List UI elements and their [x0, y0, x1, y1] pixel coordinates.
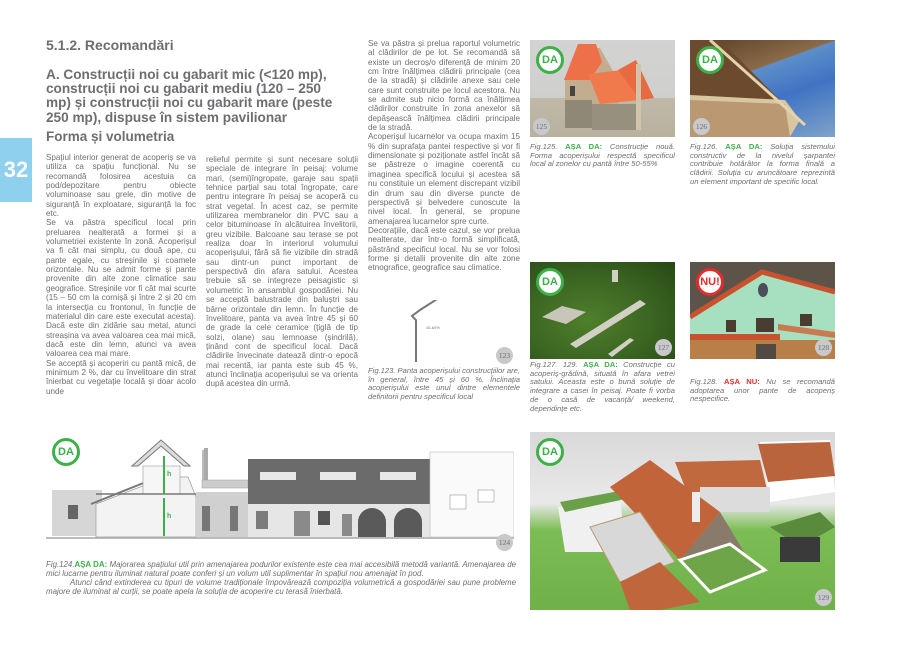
approval-badge-da: DA [696, 46, 724, 74]
photo-roof-structure [690, 40, 835, 137]
svg-text:h: h [167, 513, 172, 520]
figure-caption-123: Fig.123. Panta acoperișului construcțiilor are, în general, între 45 și 60 %. Înclinația acoperișului este unul dintre elementele definitorii pentru specificul local [368, 366, 520, 402]
figure-number-badge: 127 [655, 339, 672, 356]
figure-caption-125: Fig.125. AȘA DA: Construcție nouă. Forma acoperișului respectă specificul local al zonelor cu pantă între 50-55% [530, 142, 675, 169]
figure-number-badge: 126 [693, 118, 710, 135]
text-column-2 [206, 155, 358, 389]
photo-new-house-render [530, 40, 675, 137]
page-number-tab [0, 138, 32, 202]
paragraph: Spațiul interior generat de acoperiș se va utiliza ca spațiu funcțional. Nu se recomandă folosirea acestuia ca pod/depozitare pentru obiecte voluminoase sau grele, din motive de siguranță în exploatare, siguranță la foc etc. [46, 153, 196, 219]
approval-badge-da: DA [536, 46, 564, 74]
paragraph: Se va păstra și prelua raportul volumetric al clădirilor de pe lot. Se recomandă să existe un decroș/o diferență de minim 20 cm între înălțimea clădirii principale (cea de la stradă) și clădirile anexe sau cele care sunt construite pe locul acestora. Nu se admite sub nicio formă ca înălțimea clădirilor construite în zona anexelor să depășească înălțimea clădirii principale de la stradă. [368, 39, 520, 133]
figure-caption-126: Fig.126. AȘA DA: Soluția sistemului constructiv de la nivelul șarpantei contribuie hotărâtor la forma finală a clădirii. Soluția cu aruncătoare reprezintă un element important de specific local. [690, 142, 835, 186]
paragraph: Se va păstra specificul local prin preluarea nealterată a formei și a volumetriei existente în zonă. Acoperișul va fi cât mai simplu, cu două ape, cu pante egale, cu streșinile și coamele orizontale. Nu se admit forme și pante provenite din alte zone climatice sau geografice. Streșinile vor fi cât mai scurte (15 – 50 cm la cornișă și între 2 și 20 cm la intersecția cu frontonul, în funcție de materialul din care este executat acesta). Dacă este din zidărie sau metal, atunci streașina va avea valoarea cea mai mică, dacă este din lemn, atunci va avea valoarea cea mai mare. [46, 218, 196, 359]
paragraph: Se acceptă și acoperiri cu pantă mică, de minimum 2 %, dar cu învelitoare din strat înierbat cu vegetație locală și doar acolo unde [46, 358, 196, 396]
paragraph: relieful permite și sunt necesare soluții speciale de integrare în peisaj: volume mari, (semi)îngropate, garaje sau spații tehnice parțial sau total îngropate, care pentru integrare în peisaj se acoperă cu strat vegetal. În acest caz, se permite utilizarea membranelor din PVC sau a celor bituminoase în alcătuirea învelitorii, greu vizibile. Balcoane sau terase se pot realiza doar în interiorul volumului acoperișului, fără să fie vizibile din stradă sau dintr-un punct important de perspectivă din afara satului. Acestea trebuie să se integreze peisagistic și volumetric în ansamblul gospodăriei. Nu se acceptă balustrade din baluștri sau bârne orizontale din lemn. În funcție de învelitoare, panta va avea între 45 și 60 de grade la cele ceramice (țiglă de tip solzi, olane) sau lemnoase (șindrilă), ținând cont de specificul local. Dacă clădirile învecinate datează dintr-o epocă mai recentă, iar panta este sub 45 %, atunci înclinația acoperișului se va orienta după acestea din urmă. [206, 155, 358, 389]
figure-number-badge: 129 [815, 589, 832, 606]
roof-slope-diagram [368, 300, 518, 362]
approval-badge-da: DA [536, 268, 564, 296]
figure-caption-128: Fig.128. AȘA NU: Nu se recomandă adoptarea unor pante de acoperiș nespecifice. [690, 377, 835, 404]
approval-badge-da: DA [52, 438, 80, 466]
render-house-green-terrace [530, 432, 835, 610]
svg-text:h: h [167, 471, 172, 478]
subsection-title: Forma și volumetria [46, 129, 175, 144]
figure-number-badge: 123 [496, 347, 513, 364]
chapter-title: A. Construcții noi cu gabarit mic (<120 mp), construcții noi cu gabarit mediu (120 – 250 mp) și construcții noi cu gabarit mare (peste 250 mp), dispuse în sistem pavilionar [46, 67, 333, 125]
figure-caption-127: Fig.127. 129. AȘA DA: Construcție cu acoperiș-grădină, situată în afara vetrei satului. Aceasta este o bună soluție de integrare a casei în peisaj. Poate fi vorba de o casă de vacanță/ weekend, dependințe etc. [530, 360, 675, 413]
rejection-badge-nu: NU! [696, 268, 724, 296]
text-column-3 [368, 39, 520, 273]
page-number: 32 [3, 157, 29, 182]
figure-caption-124: Fig.124.AȘA DA: Majorarea spațiului util prin amenajarea podurilor existente este cea mai accesibilă metodă variantă. Amenajarea de mici lucarne pentru iluminat natural poate conferi și un volum util suplimentar în spațiul nou amenajat în pod. Atunci când extinderea cu tipuri de volume tradiționale împovărează compoziția volumetrică a gospodăriei sau pune probleme majore de iluminat al curții, se poate apela la soluția de acoperire cu terasă înierbată. [46, 560, 517, 596]
text-column-1 [46, 153, 196, 396]
photo-bad-roof-house [690, 262, 835, 359]
section-heading: 5.1.2. Recomandări [46, 37, 174, 53]
photo-garden-roof-house [530, 262, 675, 359]
figure-number-badge: 125 [533, 118, 550, 135]
figure-number-badge: 124 [496, 534, 513, 551]
paragraph: Decorațiile, dacă este cazul, se vor prelua nealterate, dar într-o formă simplificată, păstrând specificul local. Nu se vor folosi forme și detalii provenite din alte zone etnografice, geografice sau climatice. [368, 225, 520, 273]
elevation-section-drawing [46, 432, 514, 554]
figure-number-badge: 128 [815, 339, 832, 356]
paragraph: Acoperișul lucarnelor va ocupa maxim 15 % din suprafața pantei respective și vor fi dimensionate și poziționate astfel încât să se păstreze o imagine coerentă cu imaginea specifică locului și acestea să nu constituie un element discrepant vizibil din drum sau din diverse puncte de perspectivă și belvedere cunoscute la nivel local. În general, se propune amenajarea lucarnelor spre curte. [368, 132, 520, 226]
approval-badge-da: DA [536, 438, 564, 466]
svg-text:45-60%: 45-60% [426, 325, 440, 330]
